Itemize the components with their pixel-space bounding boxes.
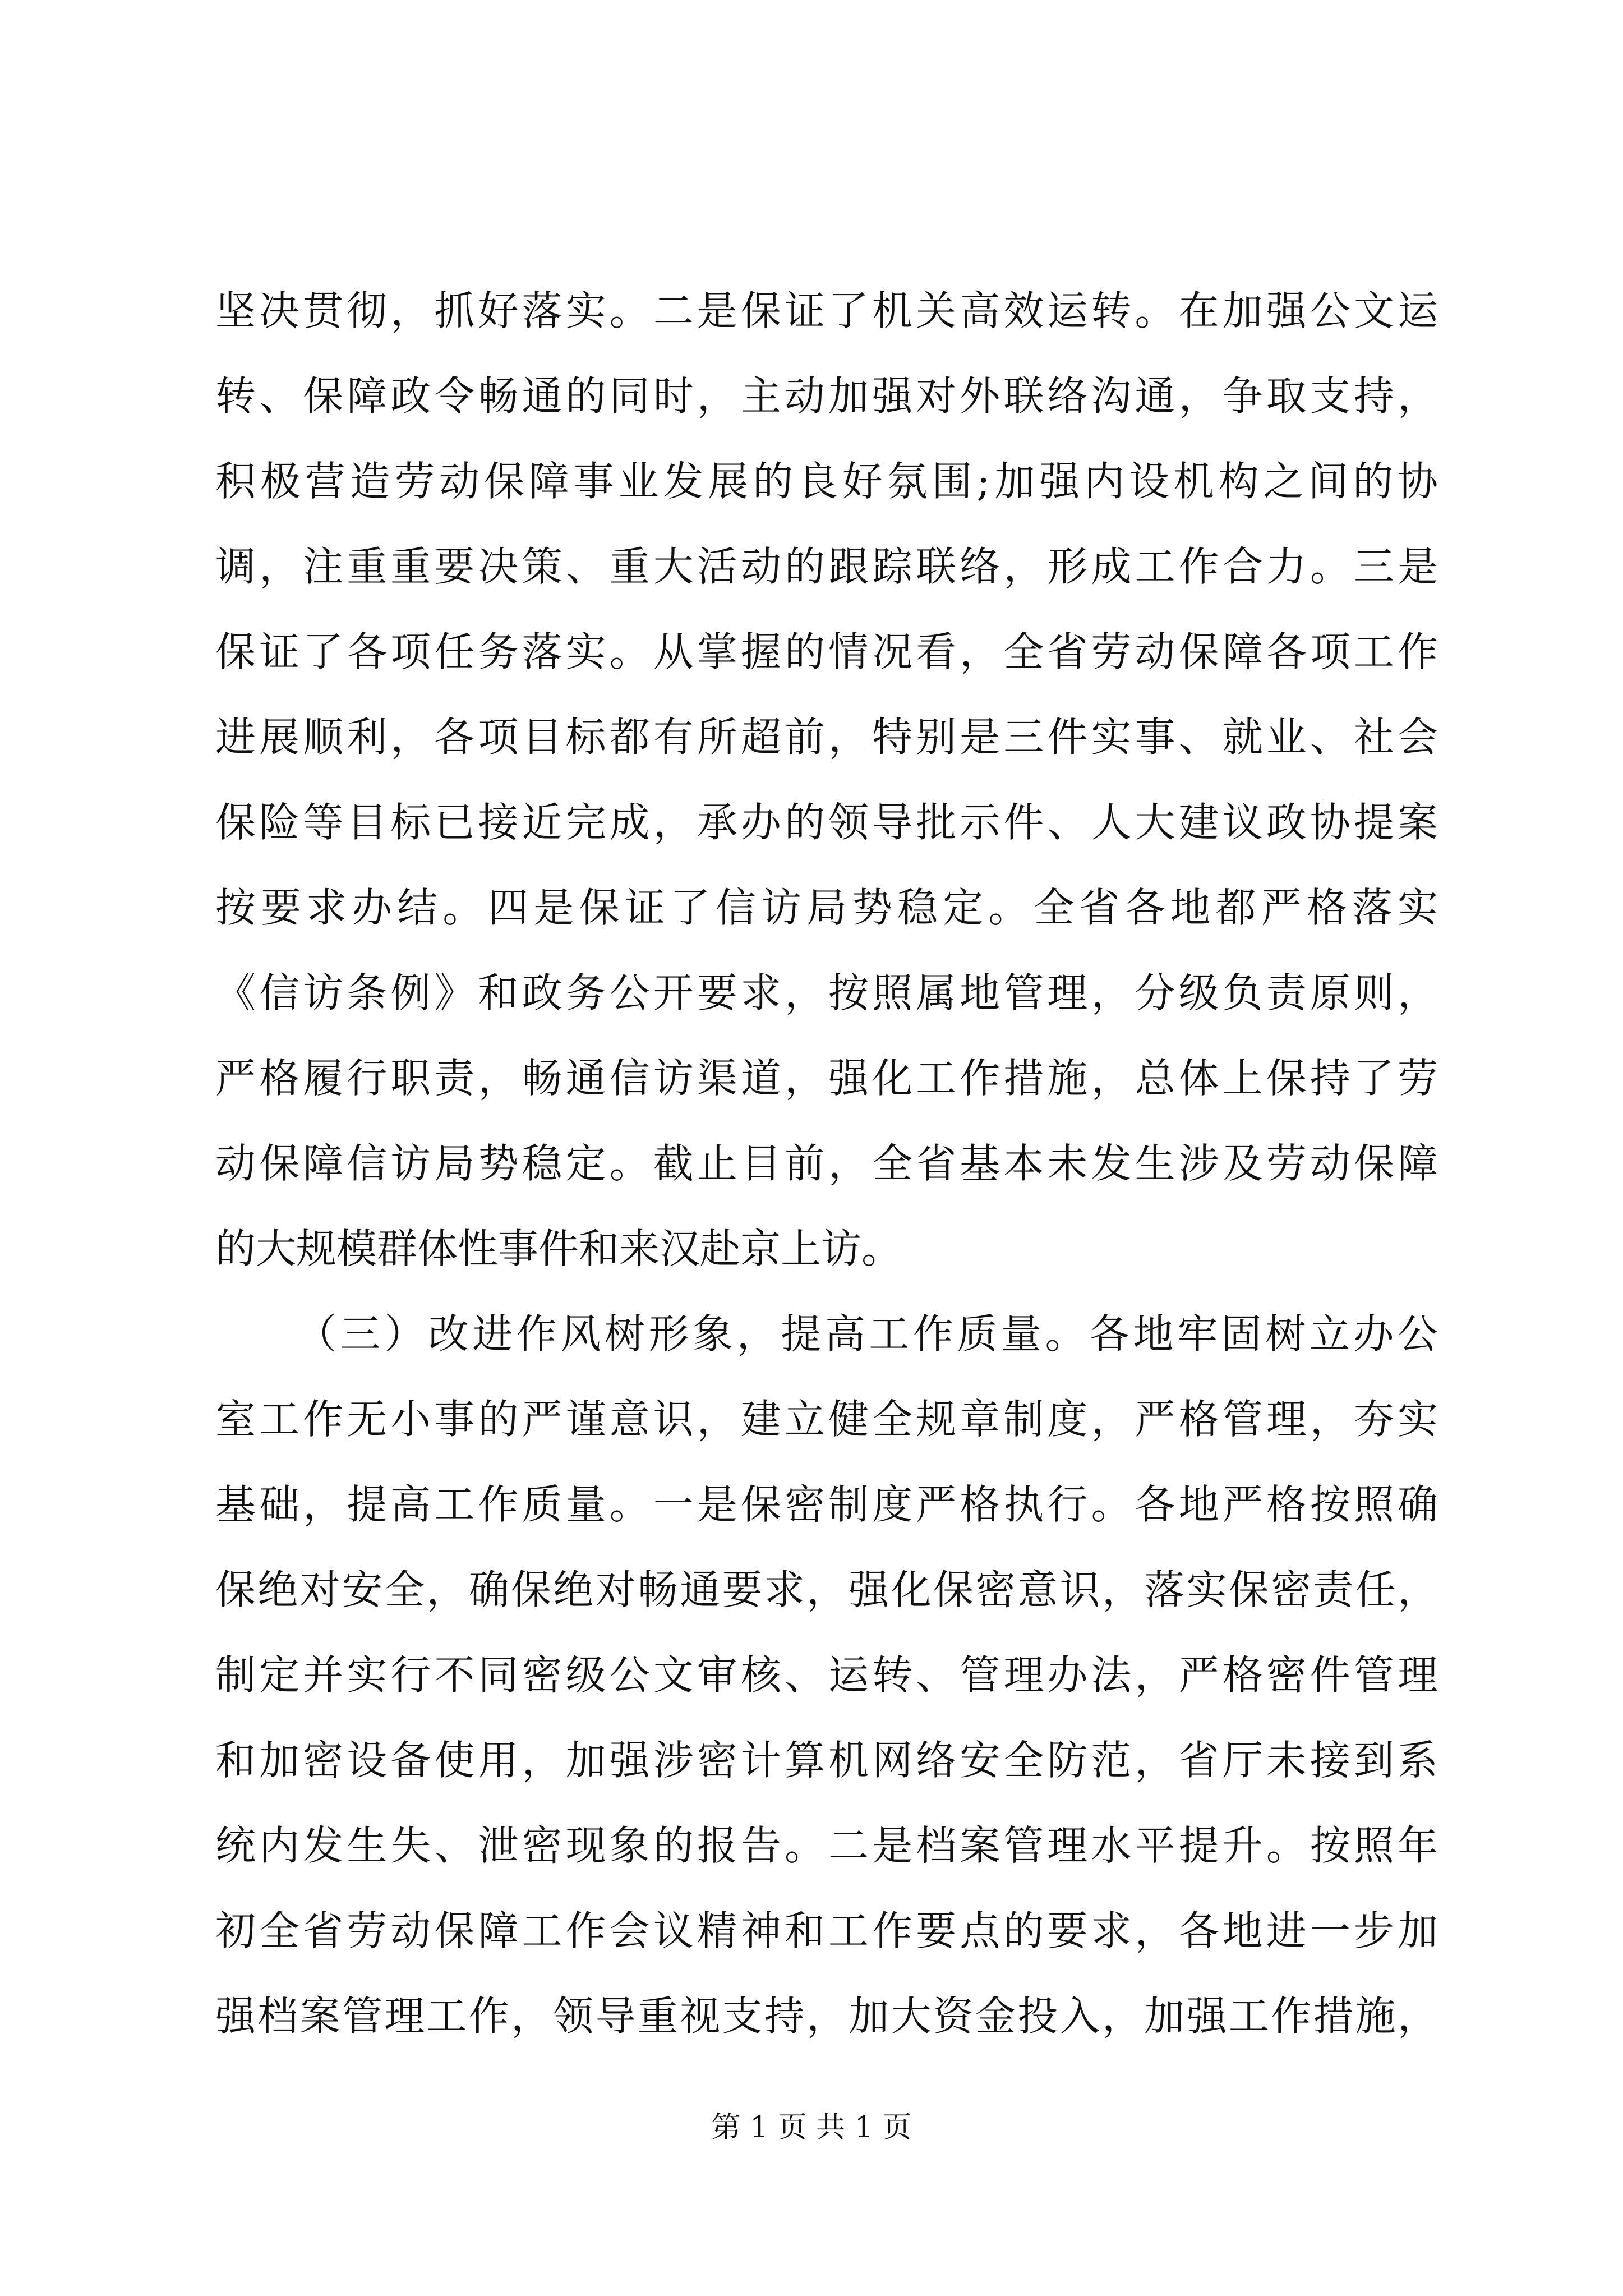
text-line: 保绝对安全，确保绝对畅通要求，强化保密意识，落实保密责任， xyxy=(215,1566,1438,1613)
text-line: 室工作无小事的严谨意识，建立健全规章制度，严格管理，夯实 xyxy=(215,1396,1438,1443)
text-line: 的大规模群体性事件和来汉赴京上访。 xyxy=(215,1225,902,1272)
text-line: 制定并实行不同密级公文审核、运转、管理办法，严格密件管理 xyxy=(215,1651,1438,1699)
text-line: 按要求办结。四是保证了信访局势稳定。全省各地都严格落实 xyxy=(215,884,1438,931)
text-line: 初全省劳动保障工作会议精神和工作要点的要求，各地进一步加 xyxy=(215,1907,1438,1954)
text-line: 强档案管理工作，领导重视支持，加大资金投入，加强工作措施， xyxy=(215,1993,1438,2040)
text-line: 严格履行职责，畅通信访渠道，强化工作措施，总体上保持了劳 xyxy=(215,1055,1438,1102)
text-line: 调，注重重要决策、重大活动的跟踪联络，形成工作合力。三是 xyxy=(215,543,1438,590)
text-line: 进展顺利，各项目标都有所超前，特别是三件实事、就业、社会 xyxy=(215,714,1438,761)
text-line: 动保障信访局势稳定。截止目前，全省基本未发生涉及劳动保障 xyxy=(215,1140,1438,1187)
text-line: 坚决贯彻，抓好落实。二是保证了机关高效运转。在加强公文运 xyxy=(215,287,1438,334)
page-footer: 第 1 页 共 1 页 xyxy=(711,2111,912,2145)
body-text xyxy=(215,268,1438,2059)
text-line: 保证了各项任务落实。从掌握的情况看，全省劳动保障各项工作 xyxy=(215,628,1438,675)
text-line: 统内发生失、泄密现象的报告。二是档案管理水平提升。按照年 xyxy=(215,1822,1438,1869)
text-line: 《信访条例》和政务公开要求，按照属地管理，分级负责原则， xyxy=(215,969,1438,1016)
text-line: 转、保障政令畅通的同时，主动加强对外联络沟通，争取支持， xyxy=(215,372,1438,420)
text-line: 积极营造劳动保障事业发展的良好氛围;加强内设机构之间的协 xyxy=(215,458,1438,505)
section-heading-line: （三）改进作风树形象，提高工作质量。各地牢固树立办公 xyxy=(296,1310,1438,1358)
text-line: 和加密设备使用，加强涉密计算机网络安全防范，省厅未接到系 xyxy=(215,1737,1438,1784)
text-line: 基础，提高工作质量。一是保密制度严格执行。各地严格按照确 xyxy=(215,1481,1438,1528)
text-line: 保险等目标已接近完成，承办的领导批示件、人大建议政协提案 xyxy=(215,799,1438,846)
